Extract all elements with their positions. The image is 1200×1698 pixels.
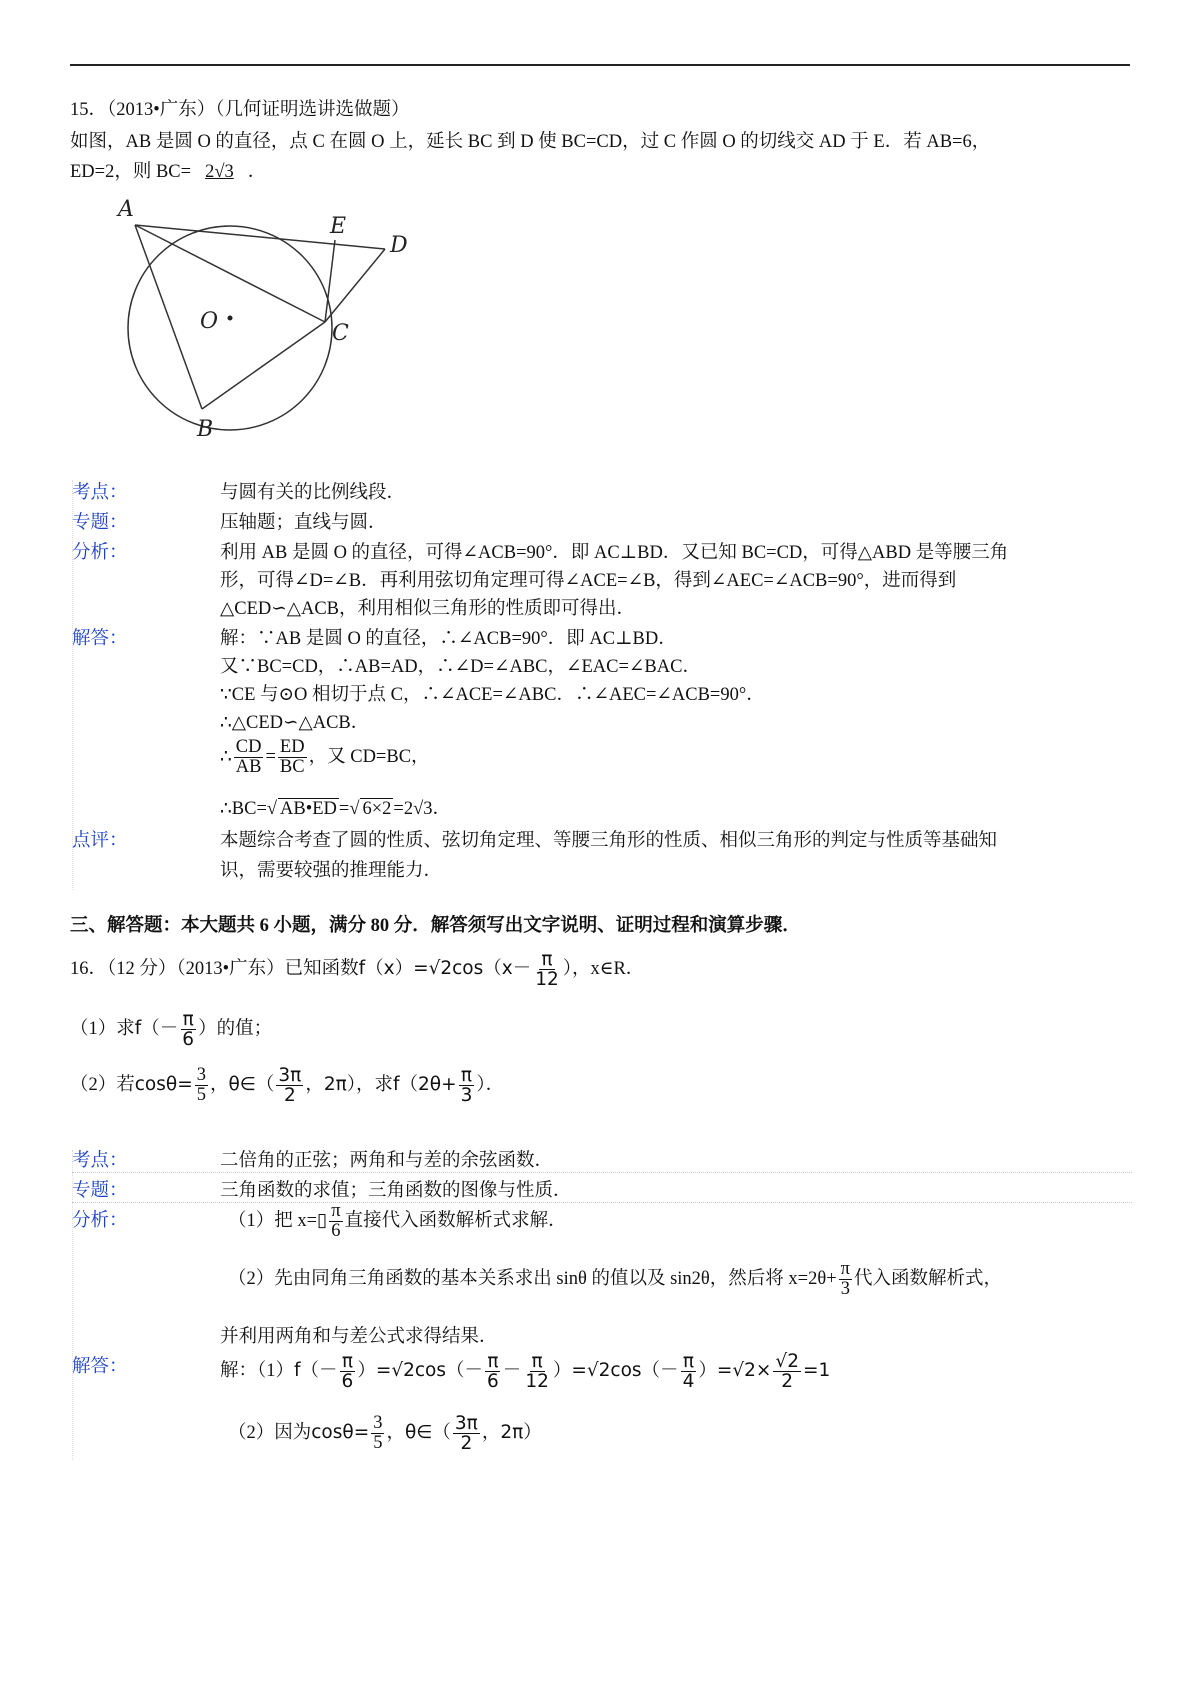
section-3-title: 三、解答题：本大题共 6 小题，满分 80 分．解答须写出文字说明、证明过程和演算步骤． [70, 916, 801, 936]
segment-cd [325, 249, 385, 322]
q16-header: 16．（12 分）（2013•广东）已知函数f（x）=√2cos（x－ $\frac{\pi}{12}$ ），x∈R． [70, 949, 645, 991]
q15-line2: ED=2，则 BC= 2√3 ． [70, 162, 267, 182]
q16-fenxi-label: 分析： [72, 1211, 128, 1231]
label-c: C [332, 321, 349, 346]
segment-ac [135, 225, 325, 322]
q15-jieda-1: 解：∵AB 是圆 O 的直径，∴∠ACB=90°．即 AC⊥BD． [220, 629, 677, 649]
q16-jieda-2: （2）因为cosθ= $\frac{3}{5}$ ，θ∈（ $\frac{3\pi}{2}$ ，2π） [228, 1413, 542, 1455]
label-b: B [197, 417, 214, 442]
q15-kaodian-label: 考点： [72, 483, 128, 503]
q15-dianping-2: 识，需要较强的推理能力． [220, 861, 443, 881]
q15-jieda-3: ∵CE 与⊙O 相切于点 C，∴∠ACE=∠ABC．∴∠AEC=∠ACB=90°． [220, 685, 765, 705]
q15-ratio: ∴ $\frac{CD}{AB}$ = $\frac{ED}{BC}$ ，又 CD=BC， [220, 737, 430, 778]
q16-fenxi-2: （2）先由同角三角函数的基本关系求出 sinθ 的值以及 sin2θ，然后将 x=2θ+ $\frac{\pi}{3}$ 代入函数解析式， [228, 1259, 1002, 1300]
q15-zhuanti: 压轴题；直线与圆． [220, 513, 387, 533]
q16-kaodian-label: 考点： [72, 1151, 128, 1171]
q16-kaodian: 二倍角的正弦；两角和与差的余弦函数． [220, 1151, 554, 1171]
label-d: D [390, 233, 408, 258]
q15-header: 15．（2013•广东）（几何证明选讲选做题） [70, 100, 410, 120]
center-point [228, 316, 233, 321]
q15-dianping-label: 点评： [72, 831, 128, 851]
q15-jieda-2: 又∵BC=CD，∴AB=AD，∴∠D=∠ABC，∠EAC=∠BAC． [220, 657, 701, 677]
q15-final: ∴BC=√ AB•ED =√ 6×2 =2√3． [220, 799, 452, 819]
q15-fenxi-label: 分析： [72, 543, 128, 563]
q15-fenxi-2: 形，可得∠D=∠B．再利用弦切角定理可得∠ACE=∠B，得到∠AEC=∠ACB=90°，进而得到 [220, 571, 957, 591]
segment-ad [135, 225, 385, 249]
circle-o [128, 226, 332, 430]
q15-answer: 2√3 [205, 162, 234, 182]
q16-zhuanti: 三角函数的求值；三角函数的图像与性质． [220, 1181, 572, 1201]
q16-fenxi-1: （1）把 x=▯ $\frac{\pi}{6}$ 直接代入函数解析式求解． [228, 1201, 567, 1242]
q15-dianping-1: 本题综合考查了圆的性质、弦切角定理、等腰三角形的性质、相似三角形的判定与性质等基础知 [220, 831, 998, 851]
q15-line1: 如图，AB 是圆 O 的直径，点 C 在圆 O 上，延长 BC 到 D 使 BC=CD，过 C 作圆 O 的切线交 AD 于 E．若 AB=6， [70, 132, 991, 152]
q16-fenxi-3: 并利用两角和与差公式求得结果． [220, 1327, 498, 1347]
q15-jieda-4: ∴△CED∽△ACB． [220, 713, 370, 733]
label-e: E [330, 214, 347, 239]
q15-zhuanti-label: 专题： [72, 513, 128, 533]
label-o: O [200, 309, 219, 334]
segment-ab [135, 225, 202, 409]
geometry-figure [60, 197, 408, 450]
q16-jieda-label: 解答： [72, 1357, 128, 1377]
q15-fenxi-3: △CED∽△ACB，利用相似三角形的性质即可得出． [220, 599, 635, 619]
top-rule [70, 64, 1130, 66]
q16-zhuanti-label: 专题： [72, 1181, 128, 1201]
q15-jieda-label: 解答： [72, 629, 128, 649]
q15-kaodian: 与圆有关的比例线段． [220, 483, 406, 503]
q16-part1: （1）求f（－ $\frac{\pi}{6}$ ）的值； [70, 1009, 273, 1051]
label-a: A [118, 197, 134, 222]
q16-jieda-1: 解：（1）f（－ $\frac{\pi}{6}$ ）=√2cos（－ $\frac{\pi}{6}$ － $\frac{\pi}{12}$ ）=√2cos（－ $\frac{\pi}{4}$ ）=√2× $\frac{√2}{2}$ =1 [220, 1351, 831, 1393]
q15-fenxi-1: 利用 AB 是圆 O 的直径，可得∠ACB=90°．即 AC⊥BD．又已知 BC=CD，可得△ABD 是等腰三角 [220, 543, 1009, 563]
q16-part2: （2）若cosθ= $\frac{3}{5}$ ，θ∈（ $\frac{3\pi}{2}$ ，2π），求f（2θ+ $\frac{\pi}{3}$ ）． [70, 1065, 505, 1107]
